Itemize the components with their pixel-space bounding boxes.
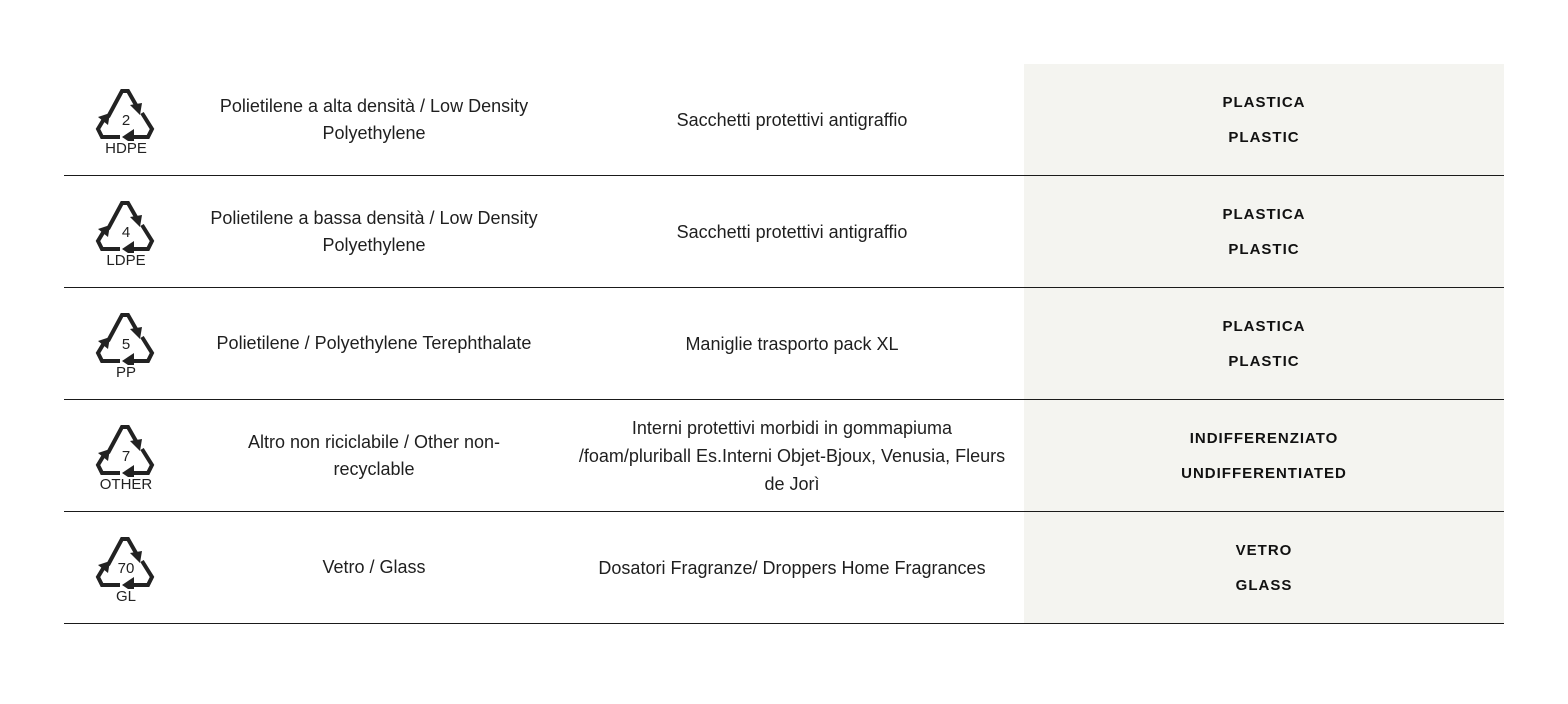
recycle-code: PP [115,363,136,381]
bin-cell [1024,288,1504,399]
icon-cell [64,512,188,623]
icon-cell [64,288,188,399]
bin-label-en: PLASTIC [1228,240,1300,258]
recycle-ldpe-icon [94,195,158,269]
use-cell: Interni protettivi morbidi in gommapiuma /foam/pluriball Es.Interni Objet-Bjoux, Venusia, Fleurs de Jorì [578,417,1006,494]
recycle-code: HDPE [105,139,147,157]
table-row [64,512,1504,624]
recycle-number: 4 [121,223,131,241]
recycling-table [64,64,1504,624]
recycle-number: 70 [117,559,135,577]
recycle-code: OTHER [99,475,153,493]
material-cell: Polietilene a alta densità / Low Density Polyethylene [219,95,529,143]
icon-cell [64,176,188,287]
bin-label-en: UNDIFFERENTIATED [1181,464,1347,482]
bin-label-it: PLASTICA [1222,93,1306,111]
material-cell: Altro non riciclabile / Other non-recyclable [247,431,501,479]
bin-label-it: PLASTICA [1222,205,1306,223]
bin-label-it: INDIFFERENZIATO [1189,429,1339,447]
material-cell: Vetro / Glass [322,557,426,577]
bin-label-it: VETRO [1235,541,1293,559]
use-cell: Dosatori Fragranze/ Droppers Home Fragrances [598,557,986,578]
icon-cell [64,400,188,511]
bin-label-en: PLASTIC [1228,352,1300,370]
recycle-gl-icon [94,531,158,605]
bin-cell [1024,512,1504,623]
recycle-number: 5 [121,335,131,353]
use-cell: Sacchetti protettivi antigraffio [676,221,908,242]
recycle-number: 2 [121,111,131,129]
recycle-code: GL [115,587,136,605]
use-cell: Sacchetti protettivi antigraffio [676,109,908,130]
table-row [64,176,1504,288]
table-row [64,400,1504,512]
recycle-hdpe-icon [94,83,158,157]
recycle-number: 7 [121,447,131,465]
recycle-other-icon [94,419,158,493]
material-cell: Polietilene a bassa densità / Low Density Polyethylene [210,207,538,255]
bin-label-en: GLASS [1235,576,1293,594]
bin-cell [1024,176,1504,287]
table-row [64,64,1504,176]
use-cell: Maniglie trasporto pack XL [685,333,899,354]
bin-cell [1024,64,1504,175]
bin-label-en: PLASTIC [1228,128,1300,146]
table-row [64,288,1504,400]
recycle-code: LDPE [106,251,146,269]
icon-cell [64,64,188,175]
recycle-pp-icon [94,307,158,381]
bin-cell [1024,400,1504,511]
material-cell: Polietilene / Polyethylene Terephthalate [216,333,532,353]
bin-label-it: PLASTICA [1222,317,1306,335]
